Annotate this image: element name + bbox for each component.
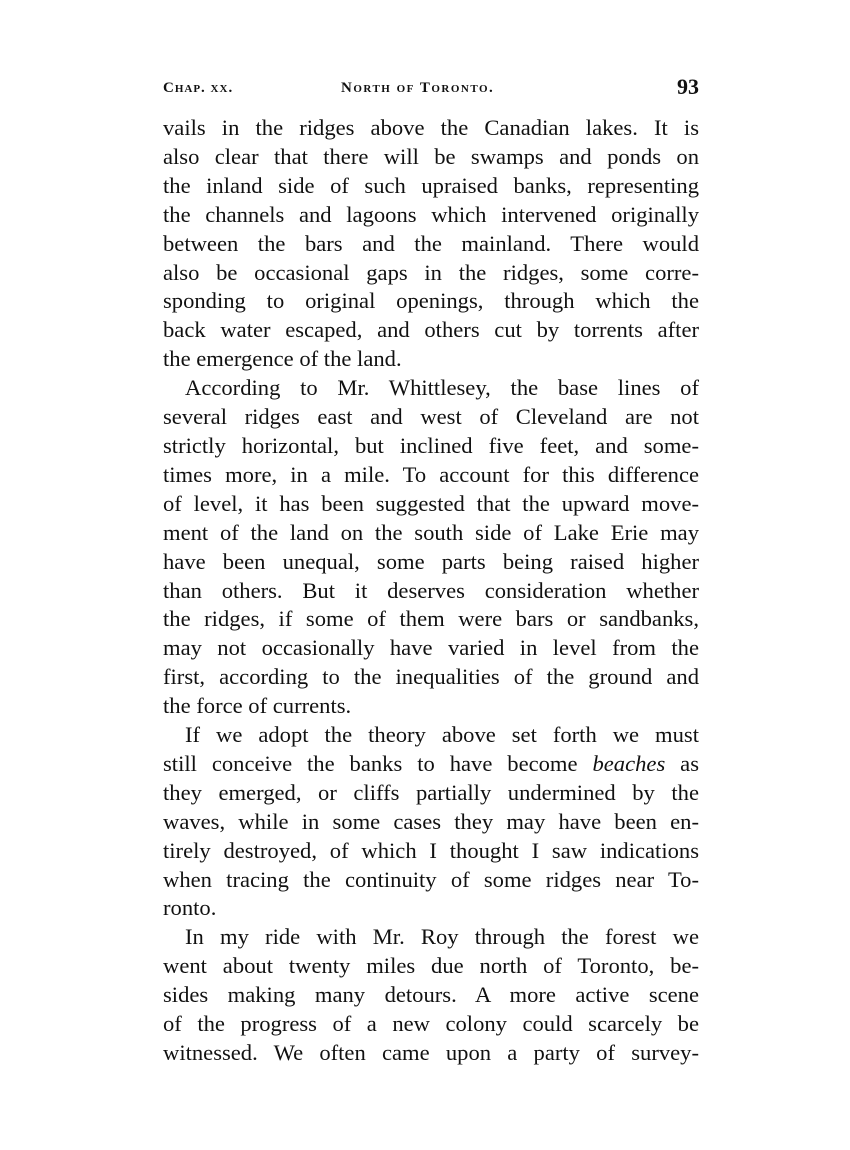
text-line: ronto. (163, 895, 217, 921)
book-page (163, 68, 699, 1068)
running-header (163, 68, 699, 104)
text-line: first, according to the inequalities of the ground and (163, 664, 699, 690)
text-line: sponding to original openings, through which the (163, 288, 699, 314)
text-line: waves, while in some cases they may have been en- (163, 808, 699, 834)
text-line: several ridges east and west of Cleveland are not (163, 404, 699, 430)
text-line: the inland side of such upraised banks, representing (163, 172, 699, 198)
text-line: when tracing the continuity of some ridges near To- (163, 866, 699, 892)
text-line: vails in the ridges above the Canadian lakes. It is (163, 115, 699, 140)
text-line: may not occasionally have varied in level from the (163, 635, 699, 661)
paragraph-3 (163, 721, 699, 923)
text-line: went about twenty miles due north of Toronto, be- (163, 953, 699, 979)
chapter-label: Chap. xx. (163, 80, 234, 96)
running-title: North of Toronto. (341, 80, 495, 96)
text-line: have been unequal, some parts being raised higher (163, 548, 699, 574)
text-segment: still conceive the banks to have become (163, 750, 593, 776)
text-line: sides making many detours. A more active scene (163, 982, 699, 1008)
text-line: the channels and lagoons which intervened originally (163, 201, 699, 227)
text-line: between the bars and the mainland. There would (163, 230, 699, 256)
text-line: the ridges, if some of them were bars or sandbanks, (163, 606, 699, 632)
text-line: times more, in a mile. To account for this difference (163, 461, 699, 487)
text-line: ment of the land on the south side of Lake Erie may (163, 519, 699, 545)
text-line: the force of currents. (163, 693, 352, 719)
paragraph-1 (163, 114, 699, 374)
text-line: strictly horizontal, but inclined five feet, and some- (163, 432, 699, 458)
text-line: also be occasional gaps in the ridges, some corre- (163, 259, 699, 285)
text-line: According to Mr. Whittlesey, the base lines of (185, 375, 699, 401)
text-line: the emergence of the land. (163, 346, 402, 372)
text-line: If we adopt the theory above set forth we must (185, 722, 699, 748)
text-line: also clear that there will be swamps and ponds on (163, 143, 699, 169)
text-line: they emerged, or cliffs partially undermined by the (163, 779, 699, 805)
paragraph-4 (163, 923, 699, 1068)
text-line: witnessed. We often came upon a party of survey- (163, 1040, 699, 1065)
text-line: In my ride with Mr. Roy through the forest we (185, 924, 699, 950)
text-line-with-italic (163, 750, 699, 779)
body-text (163, 114, 699, 1068)
text-line: than others. But it deserves consideration whether (163, 577, 699, 603)
text-line: of the progress of a new colony could scarcely be (163, 1011, 699, 1037)
text-line: of level, it has been suggested that the upward move- (163, 490, 699, 516)
paragraph-2 (163, 374, 699, 721)
text-line: tirely destroyed, of which I thought I saw indications (163, 837, 699, 863)
text-line: back water escaped, and others cut by torrents after (163, 317, 699, 343)
text-segment: as (665, 750, 699, 776)
italic-word: beaches (592, 750, 666, 776)
page-number: 93 (677, 74, 699, 99)
